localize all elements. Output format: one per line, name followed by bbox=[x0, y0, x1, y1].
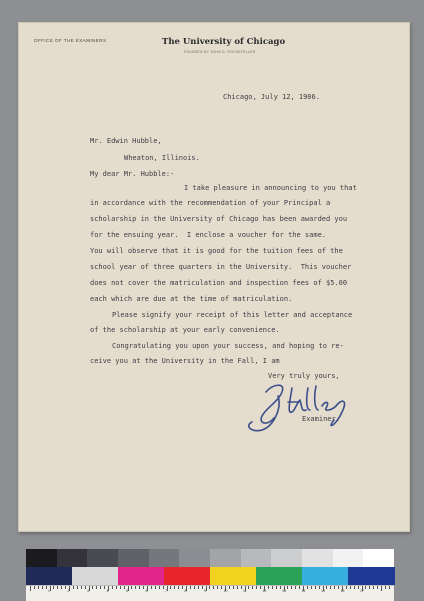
ruler-tick bbox=[299, 586, 300, 589]
ruler-tick bbox=[100, 586, 101, 589]
ruler-tick bbox=[248, 586, 249, 589]
ruler-tick bbox=[42, 586, 43, 589]
recipient-city: Wheaton, Illinois. bbox=[124, 154, 200, 162]
ruler-tick bbox=[213, 586, 214, 589]
ruler-tick bbox=[178, 586, 179, 589]
ruler-tick bbox=[61, 586, 62, 589]
ruler-tick bbox=[389, 586, 390, 589]
ruler-tick bbox=[190, 586, 191, 589]
ruler-tick bbox=[202, 586, 203, 589]
ruler-tick bbox=[311, 586, 312, 589]
color-calibration-target bbox=[26, 549, 394, 600]
ruler-number: 15 bbox=[321, 589, 325, 593]
ruler-number: 17 bbox=[360, 589, 364, 593]
ruler-tick bbox=[155, 586, 156, 589]
ruler-tick bbox=[369, 586, 370, 589]
gray-patch bbox=[26, 549, 57, 567]
ruler-tick bbox=[159, 586, 160, 589]
color-patch bbox=[26, 567, 73, 585]
ruler-tick bbox=[280, 586, 281, 589]
ruler-tick bbox=[346, 586, 347, 589]
color-patch bbox=[302, 567, 349, 585]
gray-patch bbox=[271, 549, 302, 567]
color-patch bbox=[210, 567, 257, 585]
ruler-number: 16 bbox=[340, 589, 345, 593]
gray-patch bbox=[179, 549, 210, 567]
gray-patch bbox=[333, 549, 364, 567]
gray-patch bbox=[87, 549, 118, 567]
gray-patch bbox=[149, 549, 180, 567]
ruler-tick bbox=[276, 586, 277, 589]
ruler-tick bbox=[57, 586, 58, 589]
gray-patch bbox=[241, 549, 272, 567]
ruler-tick bbox=[241, 586, 242, 589]
ruler-tick bbox=[229, 586, 230, 589]
ruler-number: 9 bbox=[204, 589, 206, 593]
ruler-tick bbox=[53, 586, 54, 589]
signature-image bbox=[238, 378, 358, 438]
letter-sheet bbox=[18, 22, 410, 532]
ruler-tick bbox=[307, 586, 308, 589]
ruler-number: 14 bbox=[301, 589, 306, 593]
ruler-tick bbox=[260, 586, 261, 589]
ruler-number: 3 bbox=[87, 589, 89, 593]
body-line: I take pleasure in announcing to you that bbox=[184, 184, 357, 192]
body-line: school year of three quarters in the University. This voucher bbox=[90, 263, 352, 271]
ruler bbox=[26, 585, 394, 601]
recipient-name: Mr. Edwin Hubble, bbox=[90, 137, 162, 145]
ruler-tick bbox=[124, 586, 125, 589]
ruler-tick bbox=[135, 586, 136, 589]
ruler-tick bbox=[131, 586, 132, 589]
salutation: My dear Mr. Hubble:- bbox=[90, 170, 175, 178]
ruler-tick bbox=[143, 586, 144, 589]
ruler-number: 10 bbox=[223, 589, 228, 593]
body-line: ceive you at the University in the Fall, I am bbox=[90, 357, 280, 365]
ruler-tick bbox=[96, 586, 97, 589]
ruler-tick bbox=[268, 586, 269, 589]
gray-patch bbox=[363, 549, 394, 567]
body-line: does not cover the matriculation and inspection fees of $5.00 bbox=[90, 279, 348, 287]
ruler-tick bbox=[233, 586, 234, 589]
ruler-tick bbox=[330, 586, 331, 589]
color-patch bbox=[72, 567, 119, 585]
body-line: in accordance with the recommendation of your Principal a bbox=[90, 199, 331, 207]
university-letterhead: The University of Chicago bbox=[162, 37, 286, 47]
ruler-tick bbox=[350, 586, 351, 589]
closing: Very truly yours, bbox=[268, 372, 340, 380]
ruler-tick bbox=[295, 586, 296, 589]
ruler-tick bbox=[358, 586, 359, 589]
color-patch bbox=[256, 567, 303, 585]
ruler-tick bbox=[237, 586, 238, 589]
ruler-tick bbox=[30, 586, 31, 591]
gray-patch bbox=[302, 549, 333, 567]
ruler-number: 11 bbox=[243, 589, 247, 593]
ruler-number: 6 bbox=[145, 589, 148, 593]
ruler-number: 4 bbox=[106, 589, 109, 593]
ruler-tick bbox=[315, 586, 316, 589]
gray-patch bbox=[118, 549, 149, 567]
ruler-tick bbox=[65, 586, 66, 589]
ruler-tick bbox=[81, 586, 82, 589]
gray-patch bbox=[57, 549, 88, 567]
ruler-number: 8 bbox=[184, 589, 187, 593]
body-line: for the ensuing year. I enclose a voucher for the same. bbox=[90, 231, 327, 239]
ruler-tick bbox=[163, 586, 164, 589]
ruler-tick bbox=[319, 586, 320, 589]
ruler-number: 2 bbox=[67, 589, 70, 593]
ruler-tick bbox=[381, 586, 382, 591]
ruler-tick bbox=[373, 586, 374, 589]
ruler-tick bbox=[151, 586, 152, 589]
ruler-tick bbox=[194, 586, 195, 589]
body-line: Congratulating you upon your success, and hoping to re- bbox=[112, 342, 344, 350]
ruler-tick bbox=[85, 586, 86, 589]
ruler-tick bbox=[354, 586, 355, 589]
ruler-tick bbox=[104, 586, 105, 589]
ruler-tick bbox=[182, 586, 183, 589]
color-patch bbox=[164, 567, 211, 585]
body-line: Please signify your receipt of this letter and acceptance bbox=[112, 311, 353, 319]
gray-patch bbox=[210, 549, 241, 567]
ruler-tick bbox=[221, 586, 222, 589]
ruler-tick bbox=[174, 586, 175, 589]
ruler-tick bbox=[338, 586, 339, 589]
ruler-tick bbox=[34, 586, 35, 589]
ruler-tick bbox=[73, 586, 74, 589]
ruler-tick bbox=[46, 586, 47, 589]
ruler-tick bbox=[92, 586, 93, 589]
ruler-tick bbox=[170, 586, 171, 589]
founded-by-line: FOUNDED BY JOHN D. ROCKEFELLER bbox=[184, 50, 256, 54]
body-line: You will observe that it is good for the tuition fees of the bbox=[90, 247, 343, 255]
ruler-tick bbox=[38, 586, 39, 589]
date-line: Chicago, July 12, 1906. bbox=[223, 93, 320, 101]
ruler-tick bbox=[198, 586, 199, 589]
ruler-tick bbox=[116, 586, 117, 589]
ruler-number: 13 bbox=[282, 589, 286, 593]
ruler-number: 1 bbox=[48, 589, 50, 593]
ruler-tick bbox=[120, 586, 121, 589]
ruler-tick bbox=[291, 586, 292, 589]
ruler-tick bbox=[256, 586, 257, 589]
signature-title: Examiner. bbox=[302, 415, 340, 423]
color-patch bbox=[348, 567, 395, 585]
ruler-tick bbox=[252, 586, 253, 589]
color-patch bbox=[118, 567, 165, 585]
office-heading: OFFICE OF THE EXAMINERS bbox=[34, 38, 107, 43]
ruler-tick bbox=[272, 586, 273, 589]
ruler-tick bbox=[217, 586, 218, 589]
body-line: of the scholarship at your early convenience. bbox=[90, 326, 280, 334]
ruler-tick bbox=[77, 586, 78, 589]
ruler-tick bbox=[139, 586, 140, 589]
ruler-tick bbox=[334, 586, 335, 589]
ruler-number: 7 bbox=[165, 589, 167, 593]
ruler-number: 12 bbox=[262, 589, 267, 593]
ruler-number: 5 bbox=[126, 589, 128, 593]
ruler-tick bbox=[112, 586, 113, 589]
ruler-tick bbox=[385, 586, 386, 589]
body-line: each which are due at the time of matriculation. bbox=[90, 295, 293, 303]
ruler-tick bbox=[326, 586, 327, 589]
ruler-tick bbox=[365, 586, 366, 589]
ruler-tick bbox=[377, 586, 378, 589]
ruler-tick bbox=[287, 586, 288, 589]
body-line: scholarship in the University of Chicago has been awarded you bbox=[90, 215, 348, 223]
ruler-tick bbox=[209, 586, 210, 589]
